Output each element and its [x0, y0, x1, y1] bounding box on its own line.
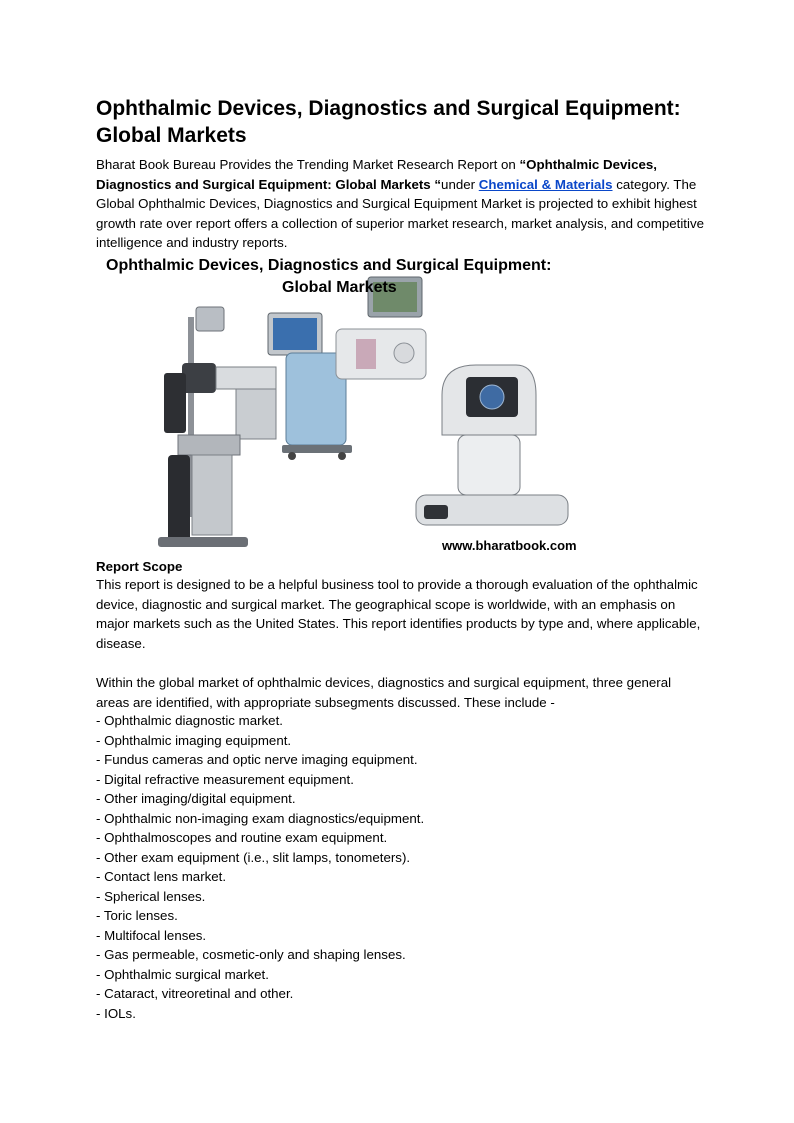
intro-report-title: Ophthalmic Devices, Diagnostics and Surgical Equipment: Global Markets: [96, 157, 657, 192]
intro-text-after: category. The Global Ophthalmic Devices, Diagnostics and Surgical Equipment Market is projected to exhibit highest growth rate over report offers a collection of superior market research, market analysis, and competitive intelligence and industry reports.: [96, 176, 704, 250]
list-item: - Ophthalmic surgical market.: [96, 966, 269, 982]
exam-unit-image: [158, 307, 276, 547]
figure-caption-line1: Ophthalmic Devices, Diagnostics and Surgical Equipment:: [106, 257, 552, 274]
figure-caption-line2: Global Markets: [282, 279, 397, 296]
quote-close: “: [430, 176, 442, 192]
list-item: - Fundus cameras and optic nerve imaging equipment.: [96, 752, 418, 767]
quote-open: “: [519, 157, 527, 172]
equipment-figure: [96, 255, 616, 560]
category-link[interactable]: Chemical & Materials: [478, 176, 613, 192]
intro-paragraph: [96, 155, 706, 253]
segment-list: [96, 711, 424, 1023]
list-item: - Ophthalmic diagnostic market.: [96, 713, 283, 728]
surgical-console-image: [268, 277, 426, 460]
intro-under: under: [441, 176, 479, 192]
list-item: - Ophthalmic non-imaging exam diagnostics/equipment.: [96, 810, 425, 826]
auto-refractor-image: [416, 365, 568, 525]
report-scope-heading: Report Scope: [96, 559, 183, 574]
list-item: - Ophthalmoscopes and routine exam equipment.: [96, 830, 388, 845]
list-item: - Multifocal lenses.: [96, 927, 207, 943]
list-item: - Other imaging/digital equipment.: [96, 791, 296, 806]
page-title: Ophthalmic Devices, Diagnostics and Surgical Equipment: Global Markets: [96, 97, 681, 147]
list-item: - Contact lens market.: [96, 869, 227, 884]
intro-text-before: Bharat Book Bureau Provides the Trending Market Research Report on: [96, 157, 520, 172]
equipment-illustration: [96, 255, 616, 560]
list-item: - Ophthalmic imaging equipment.: [96, 732, 292, 748]
segments-intro-paragraph: Within the global market of ophthalmic devices, diagnostics and surgical equipment, three general areas are identified, with appropriate subsegments discussed. These include -: [96, 675, 672, 710]
list-item: - Toric lenses.: [96, 908, 178, 923]
list-item: - Gas permeable, cosmetic-only and shaping lenses.: [96, 947, 406, 962]
list-item: - Cataract, vitreoretinal and other.: [96, 986, 294, 1001]
list-item: - Spherical lenses.: [96, 888, 206, 904]
list-item: - Other exam equipment (i.e., slit lamps, tonometers).: [96, 849, 411, 865]
figure-url-watermark: www.bharatbook.com: [442, 538, 577, 553]
report-scope-paragraph: This report is designed to be a helpful business tool to provide a thorough evaluation of the ophthalmic device, diagnostic and surgical market. The geographical scope is worldwide, with an emphasis on major markets such as the United States. This report identifies products by type and, where applicable, disease.: [96, 577, 701, 651]
list-item: - Digital refractive measurement equipment.: [96, 771, 354, 787]
list-item: - IOLs.: [96, 1005, 136, 1021]
